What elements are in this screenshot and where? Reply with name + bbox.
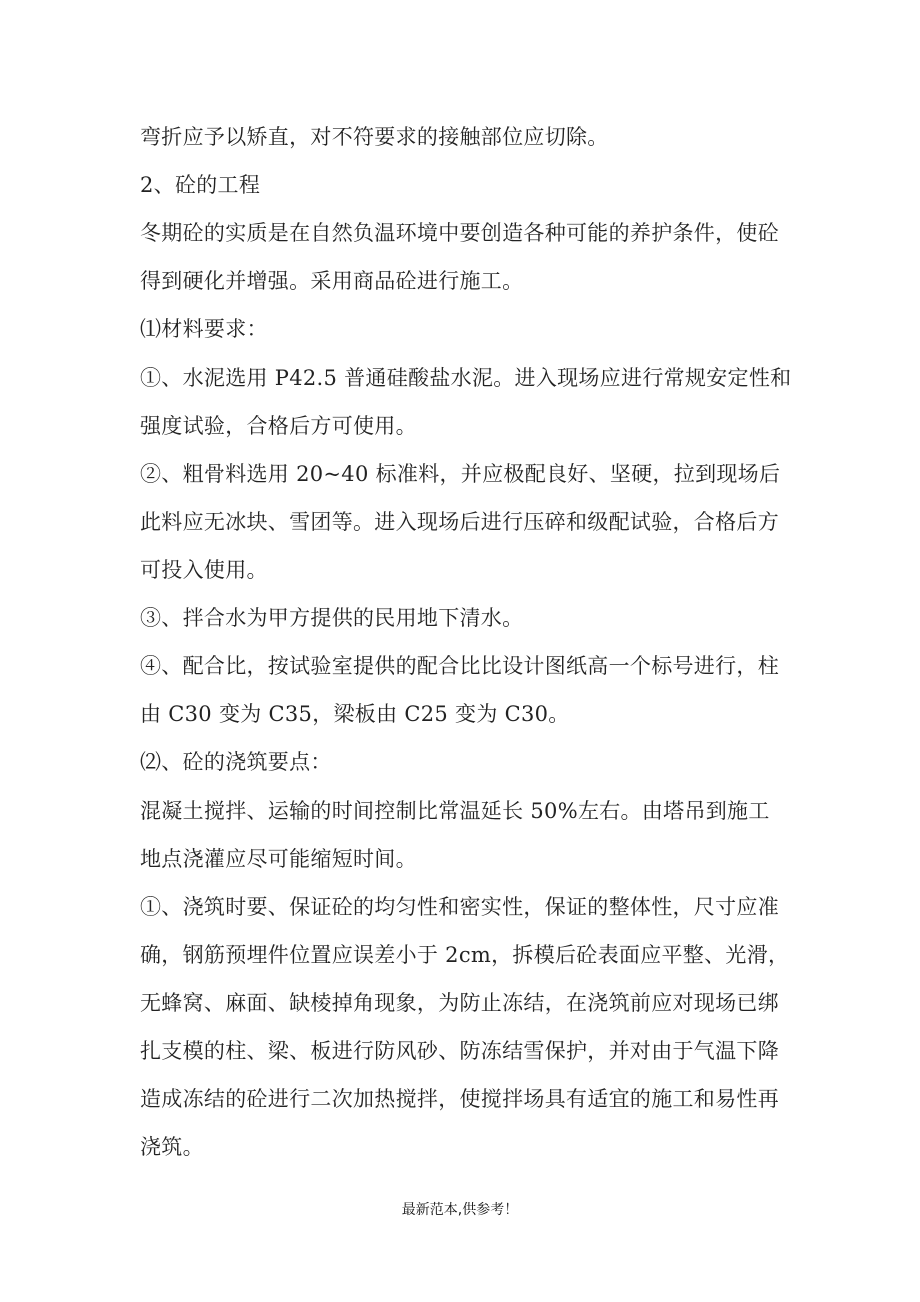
text-line: ①、水泥选用 P42.5 普通硅酸盐水泥。进入现场应进行常规安定性和: [140, 366, 792, 390]
text-line: 浇筑。: [140, 1135, 204, 1159]
text-line: 扎支模的柱、梁、板进行防风砂、防冻结雪保护，并对由于气温下降: [140, 1039, 779, 1063]
page-footer: 最新范本,供参考！: [401, 1202, 519, 1218]
text-line: ④、配合比，按试验室提供的配合比比设计图纸高一个标号进行，柱: [140, 654, 779, 678]
subsection-heading: ⑴材料要求：: [140, 317, 268, 341]
text-line: 可投入使用。: [140, 558, 268, 582]
text-line: 此料应无冰块、雪团等。进入现场后进行压碎和级配试验，合格后方: [140, 510, 779, 534]
section-heading: 2、砼的工程: [140, 173, 261, 197]
text-line: 无蜂窝、麻面、缺棱掉角现象，为防止冻结，在浇筑前应对现场已绑: [140, 991, 779, 1015]
text-line: 冬期砼的实质是在自然负温环境中要创造各种可能的养护条件，使砼: [140, 221, 779, 245]
text-line: 造成冻结的砼进行二次加热搅拌，使搅拌场具有适宜的施工和易性再: [140, 1087, 779, 1111]
text-line: 地点浇灌应尽可能缩短时间。: [140, 847, 417, 871]
text-line: ②、粗骨料选用 20~40 标准料，并应极配良好、坚硬，拉到现场后: [140, 462, 781, 486]
subsection-heading: ⑵、砼的浇筑要点：: [140, 750, 332, 774]
text-line: 弯折应予以矫直，对不符要求的接触部位应切除。: [140, 125, 609, 149]
text-line: ③、拌合水为甲方提供的民用地下清水。: [140, 606, 524, 630]
text-line: 由 C30 变为 C35，梁板由 C25 变为 C30。: [140, 702, 570, 726]
text-line: 确，钢筋预埋件位置应误差小于 2cm，拆模后砼表面应平整、光滑，: [140, 943, 790, 967]
text-line: 得到硬化并增强。采用商品砼进行施工。: [140, 269, 524, 293]
text-line: 混凝土搅拌、运输的时间控制比常温延长 50%左右。由塔吊到施工: [140, 799, 770, 823]
text-line: ①、浇筑时要、保证砼的均匀性和密实性，保证的整体性，尺寸应准: [140, 895, 779, 919]
text-line: 强度试验，合格后方可使用。: [140, 414, 417, 438]
